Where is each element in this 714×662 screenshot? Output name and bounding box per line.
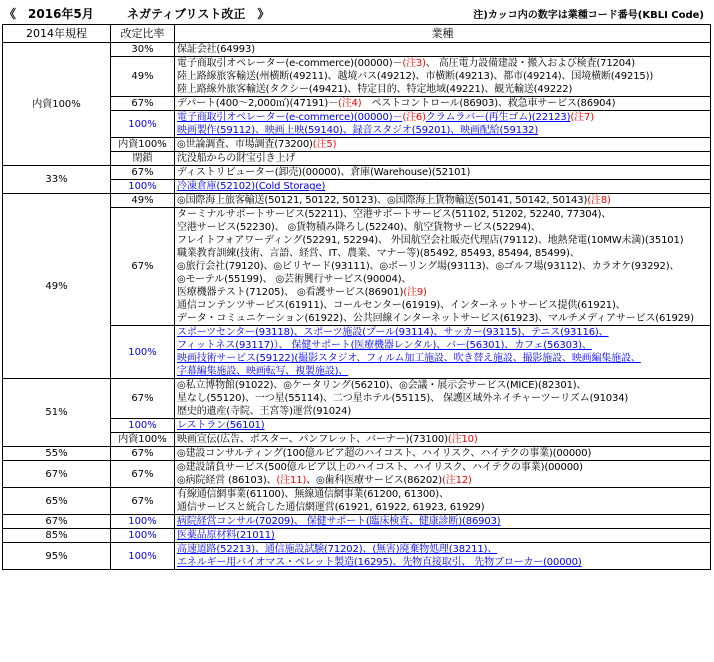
header-note: 注)カッコ内の数字は業種コード番号(KBLI Code)	[473, 10, 704, 21]
industry-line	[177, 543, 708, 556]
cell-ratio: 67%	[111, 97, 175, 111]
cell-ratio: 67%	[111, 379, 175, 419]
industry-text: 電子商取引オペレーター(e-commerce)(00000)－	[177, 112, 403, 123]
industry-text: 空港サービス(52230)、 ◎貨物積み降ろし(52240)、航空貨物サービス(52294)、	[177, 222, 541, 233]
table-row	[3, 488, 711, 515]
industry-text: 通信サービスと統合した通信網運営(61921, 61922, 61923, 61929)	[177, 502, 485, 513]
industry-text: 病院経営コンサル(70209)、 保健サポート(臨床検査、健康診断)(86903)	[177, 516, 501, 527]
industry-line	[177, 180, 708, 193]
cell-ratio: 内資100%	[111, 433, 175, 447]
title-subject: ネガティブリスト改正 》	[127, 7, 270, 21]
industry-line	[177, 111, 708, 124]
industry-line	[177, 124, 708, 137]
industry-text: エネルギー用バイオマス・ペレット製造(16295)、先物直接取引、 先物ブローカー(00000)	[177, 557, 582, 568]
cell-industry	[175, 433, 711, 447]
note-ref: (注3)	[402, 58, 426, 69]
cell-2014-rule: 67%	[3, 515, 111, 529]
industry-line	[177, 166, 708, 179]
industry-text: 陸上路線外旅客輸送(タクシー(49421)、特定目的、特定地域(49221)、観光輸送(49222)	[177, 84, 573, 95]
industry-text: ◎旅行会社(79120)、◎ビリヤード(93111)、◎ボーリング場(93113)、◎ゴルフ場(93112)、カラオケ(93292)、	[177, 261, 680, 272]
note-ref: (注4)	[337, 98, 362, 109]
table-row	[3, 379, 711, 419]
industry-text: ◎建設コンサルティング(100億ルピア超のハイコスト、ハイリスク、ハイテクの事業)(00000)	[177, 448, 592, 459]
industry-line	[177, 501, 708, 514]
col-header-2014: 2014年規程	[3, 25, 111, 43]
industry-line	[177, 392, 708, 405]
industry-text: 通信コンテンツサービス(61911)、コールセンター(61919)、インターネットサービス提供(61921)、	[177, 300, 626, 311]
cell-ratio: 100%	[111, 529, 175, 543]
industry-line	[177, 97, 708, 110]
industry-text: 高速道路(52213)、通信施設試験(71202)、(無害)廃棄物処理(38211)、	[177, 544, 498, 555]
cell-2014-rule: 65%	[3, 488, 111, 515]
industry-text: ディストリビューター(卸売)(00000)、倉庫(Warehouse)(52101)	[177, 167, 471, 178]
cell-industry	[175, 326, 711, 379]
cell-industry	[175, 419, 711, 433]
industry-text: 医療機器テスト(71205)、 ◎看護サービス(86901)	[177, 287, 404, 298]
industry-line	[177, 488, 708, 501]
cell-2014-rule: 95%	[3, 543, 111, 570]
cell-industry	[175, 57, 711, 97]
table-row	[3, 194, 711, 208]
industry-line	[177, 419, 708, 432]
industry-line	[177, 405, 708, 418]
cell-2014-rule: 67%	[3, 461, 111, 488]
cell-ratio: 100%	[111, 543, 175, 570]
industry-text: 字幕編集施設、映画転写、複製施設)、	[177, 366, 349, 377]
cell-ratio: 100%	[111, 326, 175, 379]
table-row	[3, 543, 711, 570]
industry-text: 歴史的遺産(寺院、王宮等)運営(91024)	[177, 406, 352, 417]
table-row	[3, 447, 711, 461]
cell-2014-rule: 85%	[3, 529, 111, 543]
industry-line	[177, 379, 708, 392]
industry-line	[177, 286, 708, 299]
industry-line	[177, 365, 708, 378]
cell-industry	[175, 379, 711, 419]
cell-ratio: 100%	[111, 515, 175, 529]
industry-line	[177, 138, 708, 151]
cell-ratio: 閉鎖	[111, 152, 175, 166]
col-header-ratio: 改定比率	[111, 25, 175, 43]
table-row	[3, 529, 711, 543]
industry-line	[177, 461, 708, 474]
industry-text: 映画宣伝(広告、ポスター、パンフレット、バーナー)(73100)	[177, 434, 448, 445]
industry-line	[177, 326, 708, 339]
note-ref: (注10)	[447, 434, 478, 445]
industry-line	[177, 515, 708, 528]
cell-industry	[175, 111, 711, 138]
industry-text: フィットネス(93117)）、 保健サポート(医療機器レンタル)、バー(56301)、カフェ(56303)、	[177, 340, 592, 351]
industry-text: レストラン(56101)	[177, 420, 265, 431]
industry-line	[177, 260, 708, 273]
industry-line	[177, 194, 708, 207]
industry-line	[177, 312, 708, 325]
cell-ratio: 67%	[111, 461, 175, 488]
cell-ratio: 内資100%	[111, 138, 175, 152]
industry-line	[177, 57, 708, 70]
industry-line	[177, 299, 708, 312]
cell-2014-rule: 33%	[3, 166, 111, 194]
industry-line	[177, 83, 708, 96]
note-ref: (注7)	[570, 112, 594, 123]
industry-text: デパート(400～2,000㎡)(47191)－	[177, 98, 338, 109]
title-date: 《 2016年5月	[4, 7, 94, 21]
industry-text: クラムラバー(再生ゴム)(22123)	[425, 112, 571, 123]
cell-ratio: 67%	[111, 208, 175, 326]
industry-text: ◎病院経営 (86103)、	[177, 475, 277, 486]
industry-text: 医薬品原材料(21011)	[177, 530, 275, 541]
industry-text: 映画製作(59112)、映画上映(59140)、録音スタジオ(59201)、映画配給(59132)	[177, 125, 539, 136]
industry-text: フレイトフォアワーディング(52291, 52294)、 外国航空会社販売代理店(79112)、地熱発電(10MW未満)(35101)	[177, 235, 684, 246]
industry-text: 職業教育訓練(技術、言語、経営、IT、農業、マナー等)(85492, 85493, 85494, 85499)、	[177, 248, 580, 259]
industry-text: ◎世論調査、市場調査(73200)	[177, 139, 313, 150]
industry-line	[177, 474, 708, 487]
note-ref: (注5)	[312, 139, 337, 150]
industry-text: 保証会社(64993)	[177, 44, 255, 55]
industry-line	[177, 339, 708, 352]
industry-text: 有線通信網事業(61100)、無線通信網事業(61200, 61300)、	[177, 489, 449, 500]
cell-ratio: 100%	[111, 180, 175, 194]
cell-ratio: 67%	[111, 447, 175, 461]
cell-ratio: 30%	[111, 43, 175, 57]
industry-text: 映画技術サービス(59122)(撮影スタジオ、フィルム加工施設、吹き替え施設、撮影施設、映画編集施設、	[177, 353, 641, 364]
industry-line	[177, 433, 708, 446]
industry-line	[177, 70, 708, 83]
industry-line	[177, 352, 708, 365]
note-ref: (注6)	[402, 112, 426, 123]
cell-industry	[175, 194, 711, 208]
cell-industry	[175, 543, 711, 570]
cell-industry	[175, 43, 711, 57]
industry-line	[177, 43, 708, 56]
industry-text: 冷凍倉庫(52102)(Cold Storage)	[177, 181, 326, 192]
industry-line	[177, 447, 708, 460]
industry-text: 電子商取引オペレーター(e-commerce)(00000)－	[177, 58, 403, 69]
industry-text: 沈没船からの財宝引き上げ	[177, 153, 296, 164]
industry-line	[177, 556, 708, 569]
industry-text: 星なし(55120)、一つ星(55114)、二つ星ホテル(55115)、 保護区域外ネイチャーツーリズム(91034)	[177, 393, 629, 404]
industry-text: ◎私立博物館(91022)、◎ケータリング(56210)、◎会議・展示会サービス(MICE)(82301)、	[177, 380, 587, 391]
note-ref: (注11)	[276, 475, 307, 486]
industry-text: スポーツセンター(93118)、スポーツ施設(プール(93114)、サッカー(93115)、テニス(93116)、	[177, 327, 609, 338]
cell-ratio: 100%	[111, 111, 175, 138]
cell-ratio: 49%	[111, 57, 175, 97]
cell-industry	[175, 447, 711, 461]
industry-text: 陸上路線旅客輸送(州横断(49211)、越境バス(49212)、市横断(49213)、都市(49214)、国境横断(49215))	[177, 71, 654, 82]
industry-line	[177, 152, 708, 165]
cell-2014-rule: 49%	[3, 194, 111, 379]
industry-text: ペストコントロール(86903)、救急車サービス(86904)	[361, 98, 616, 109]
cell-ratio: 67%	[111, 488, 175, 515]
table-row	[3, 166, 711, 180]
industry-text: 、 高圧電力設備建設・搬入および検査(71204)	[425, 58, 635, 69]
cell-industry	[175, 180, 711, 194]
cell-industry	[175, 529, 711, 543]
industry-line	[177, 234, 708, 247]
cell-ratio: 49%	[111, 194, 175, 208]
cell-industry	[175, 166, 711, 180]
table-row	[3, 43, 711, 57]
cell-industry	[175, 488, 711, 515]
industry-line	[177, 273, 708, 286]
industry-line	[177, 529, 708, 542]
cell-2014-rule: 55%	[3, 447, 111, 461]
page-header	[0, 0, 714, 24]
cell-industry	[175, 208, 711, 326]
industry-text: ターミナルサポートサービス(52211)、空港サポートサービス(51102, 51202, 52240, 77304)、	[177, 209, 612, 220]
note-ref: (注12)	[442, 475, 472, 486]
note-ref: (注8)	[587, 195, 611, 206]
industry-line	[177, 247, 708, 260]
cell-industry	[175, 138, 711, 152]
cell-2014-rule: 内資100%	[3, 43, 111, 166]
note-ref: (注9)	[403, 287, 427, 298]
industry-line	[177, 221, 708, 234]
cell-ratio: 67%	[111, 166, 175, 180]
cell-industry	[175, 97, 711, 111]
industry-text: 、◎歯科医療サービス(86202)	[306, 475, 442, 486]
cell-2014-rule: 51%	[3, 379, 111, 447]
industry-text: ◎国際海上旅客輸送(50121, 50122, 50123)、◎国際海上貨物輸送(50141, 50142, 50143)	[177, 195, 588, 206]
table-row	[3, 461, 711, 488]
industry-text: ◎モーテル(55199)、 ◎芸術興行サービス(90004)、	[177, 274, 412, 285]
industry-text: データ・コミュニケーション(61922)、公共回線インターネットサービス(61923)、マルチメディアサービス(61929)	[177, 313, 694, 324]
cell-ratio: 100%	[111, 419, 175, 433]
cell-industry	[175, 515, 711, 529]
industry-line	[177, 208, 708, 221]
table-header-row	[3, 25, 711, 43]
industry-text: ◎建設請負サービス(500億ルピア以上のハイコスト、ハイリスク、ハイテクの事業)(00000)	[177, 462, 583, 473]
cell-industry	[175, 152, 711, 166]
col-header-industry: 業種	[175, 25, 711, 43]
table-row	[3, 515, 711, 529]
negative-list-table	[2, 24, 711, 570]
cell-industry	[175, 461, 711, 488]
